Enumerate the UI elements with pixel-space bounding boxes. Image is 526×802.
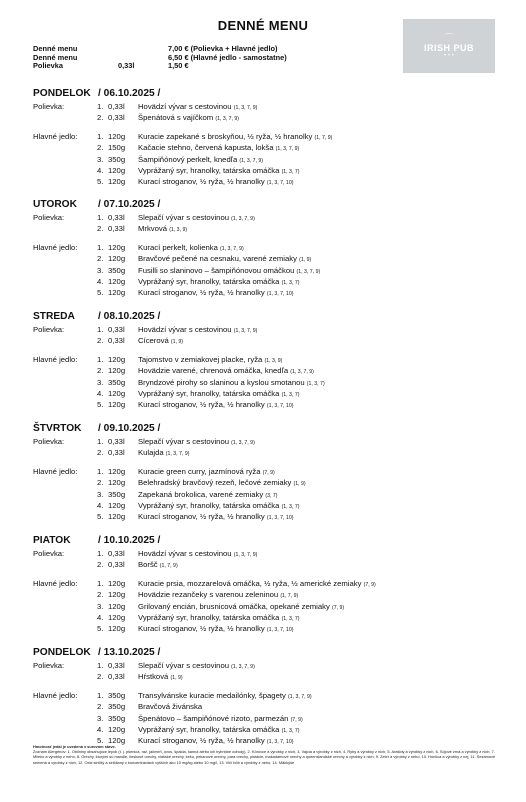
dish-allergens: (1, 3, 7, 9) xyxy=(231,216,255,222)
item-number: 1. xyxy=(97,690,104,700)
dish-allergens: (1, 3, 7, 10) xyxy=(266,515,294,522)
section-gap xyxy=(33,347,503,354)
dish-portion: 120g xyxy=(108,388,126,398)
main-dish-item xyxy=(33,713,503,724)
soup-item xyxy=(33,324,503,335)
item-number: 2. xyxy=(97,672,104,682)
main-dish-item xyxy=(33,701,503,712)
dish-allergens: (1, 3, 7, 10) xyxy=(266,180,294,187)
item-number: 2. xyxy=(97,478,104,488)
dish xyxy=(108,223,187,236)
dish-allergens: (1, 3, 7, 9) xyxy=(165,451,190,458)
dish-allergens: (1, 3, 7, 9) xyxy=(275,146,300,153)
price-value: 6,50 € (Hlavné jedlo - samostatne) xyxy=(168,52,287,62)
dish-allergens: (7, 9) xyxy=(290,716,303,723)
item-number: 3. xyxy=(97,154,104,164)
dish-name: Kurací stroganov, ½ ryža, ½ hranolky xyxy=(138,624,265,634)
dish-allergens: (1, 3, 7) xyxy=(281,727,300,734)
dish-portion: 120g xyxy=(108,478,126,488)
main-dish-item xyxy=(33,131,503,142)
day-name: UTOROK xyxy=(33,199,77,210)
day-name: PIATOK xyxy=(33,535,71,546)
dish-portion: 0,33l xyxy=(108,560,125,570)
item-number: 5. xyxy=(97,288,104,298)
dish-allergens: (1, 3, 7, 10) xyxy=(266,403,294,410)
dish-portion: 350g xyxy=(108,713,126,723)
dish-portion: 350g xyxy=(108,489,126,499)
main-dish-item xyxy=(33,399,503,410)
dish-name: Bravčová živánska xyxy=(138,702,203,712)
dish-name: Grilovaný encián, brusnicová omáčka, opekané zemiaky xyxy=(138,601,330,611)
price-value: 1,50 € xyxy=(168,61,189,71)
dish xyxy=(108,112,239,125)
dish-allergens: (1, 7, 9) xyxy=(280,593,299,600)
category-label: Polievka: xyxy=(33,102,65,111)
dish-allergens: (1, 7, 9) xyxy=(314,134,333,141)
dish-name: Bravčové pečené na cesnaku, varené zemiaky xyxy=(138,254,297,264)
dish-portion: 0,33l xyxy=(108,672,125,682)
item-number: 1. xyxy=(97,466,104,476)
day-date: / 10.10.2025 / xyxy=(98,535,161,546)
main-dish-item xyxy=(33,276,503,287)
dish-portion: 120g xyxy=(108,601,126,611)
item-number: 5. xyxy=(97,177,104,187)
day-date: / 13.10.2025 / xyxy=(98,647,161,658)
dish-name: Kurací perkelt, kolienka xyxy=(138,242,218,252)
dish-name: Špenátová s vajíčkom xyxy=(138,113,214,123)
price-label: Polievka xyxy=(33,61,63,71)
dish-portion: 350g xyxy=(108,154,126,164)
dish-name: Slepačí vývar s cestovinou xyxy=(138,213,230,222)
day-date: / 07.10.2025 / xyxy=(98,199,161,210)
item-number: 3. xyxy=(97,601,104,611)
dish-allergens: (1, 3, 7, 9) xyxy=(239,157,264,164)
dish-name: Kurací stroganov, ½ ryža, ½ hranolky xyxy=(138,400,265,410)
section-gap xyxy=(33,683,503,690)
day-section xyxy=(33,87,503,188)
category-label: Polievka: xyxy=(33,437,65,446)
dish-allergens: (3, 7) xyxy=(265,492,278,499)
main-dish-item xyxy=(33,142,503,153)
logo-decoration-icon: • • • xyxy=(444,52,454,59)
dish-name: Hŕstková xyxy=(138,672,169,682)
dish-name: Vyprážaný syr, hranolky, tatárska omáčka xyxy=(138,500,280,510)
dish-name: Špenátovo – šampiňónové rizoto, parmezán xyxy=(138,713,289,723)
logo-arc-icon: ⌒ xyxy=(444,32,454,43)
item-number: 4. xyxy=(97,165,104,175)
item-number: 1. xyxy=(97,242,104,252)
soup-item xyxy=(33,436,503,447)
dish-allergens: (1, 9) xyxy=(170,675,183,682)
dish xyxy=(108,176,293,189)
main-dish-item xyxy=(33,601,503,612)
main-dish-item xyxy=(33,690,503,701)
dish-portion: 350g xyxy=(108,690,126,700)
dish-allergens: (1, 9) xyxy=(170,339,184,346)
dish-portion: 0,33l xyxy=(108,224,125,234)
day-section xyxy=(33,422,503,523)
item-number: 1. xyxy=(97,578,104,588)
main-dish-item xyxy=(33,578,503,589)
soup-item xyxy=(33,671,503,682)
allergen-footer xyxy=(33,744,503,765)
dish-portion: 120g xyxy=(108,500,126,510)
item-number: 5. xyxy=(97,736,104,746)
category-label: Polievka: xyxy=(33,213,65,222)
dish-portion: 0,33l xyxy=(108,336,125,346)
item-number: 2. xyxy=(97,113,104,123)
dish-portion: 120g xyxy=(108,254,126,264)
main-dish-item xyxy=(33,242,503,253)
soup-item xyxy=(33,660,503,671)
dish-name: Tajomstvo v zemiakovej placke, ryža xyxy=(138,354,263,364)
category-label: Hlavné jedlo: xyxy=(33,578,78,588)
dish-allergens: (1, 3, 7, 9) xyxy=(231,440,255,446)
category-label: Hlavné jedlo: xyxy=(33,242,78,252)
dish-portion: 0,33l xyxy=(108,325,125,334)
dish-portion: 350g xyxy=(108,377,126,387)
day-section xyxy=(33,646,503,747)
dish-allergens: (1, 3, 7, 9) xyxy=(231,664,255,670)
item-number: 2. xyxy=(97,560,104,570)
day-header xyxy=(33,422,503,436)
dish-allergens: (1, 3, 7, 9) xyxy=(233,552,258,558)
main-dish-item xyxy=(33,466,503,477)
dish-portion: 120g xyxy=(108,165,126,175)
dish-name: Hovädzie rezančeky s varenou zeleninou xyxy=(138,590,279,600)
main-dish-item xyxy=(33,154,503,165)
item-number: 2. xyxy=(97,590,104,600)
category-label: Hlavné jedlo: xyxy=(33,690,78,700)
main-dish-item xyxy=(33,176,503,187)
section-gap xyxy=(33,124,503,131)
dish-portion: 120g xyxy=(108,736,126,746)
main-dish-item xyxy=(33,511,503,522)
soup-item xyxy=(33,548,503,559)
soup-item xyxy=(33,559,503,570)
item-number: 2. xyxy=(97,366,104,376)
dish-name: Slepačí vývar s cestovinou xyxy=(138,661,230,670)
dish-name: Bryndzové pirohy so slaninou a kyslou smotanou xyxy=(138,377,305,387)
item-number: 3. xyxy=(97,377,104,387)
dish-name: Kuracie prsia, mozzarelová omáčka, ½ ryža, ½ americké zemiaky xyxy=(138,578,362,588)
dish-name: Kuracie zapekané s broskyňou, ½ ryža, ½ hranolky xyxy=(138,131,313,141)
dish-portion: 350g xyxy=(108,265,126,275)
dish-name: Kurací stroganov, ½ ryža, ½ hranolky xyxy=(138,177,265,187)
dish-name: Kuracie green curry, jazmínová ryža xyxy=(138,466,261,476)
dish xyxy=(108,559,178,572)
day-section xyxy=(33,310,503,411)
dish-name: Hovädzí vývar s cestovinou xyxy=(138,102,232,111)
item-number: 1. xyxy=(97,437,104,446)
soup-item xyxy=(33,447,503,458)
main-dish-item xyxy=(33,489,503,500)
dish-portion: 120g xyxy=(108,590,126,600)
section-gap xyxy=(33,571,503,578)
item-number: 2. xyxy=(97,448,104,458)
dish-portion: 0,33l xyxy=(108,448,125,458)
dish-allergens: (1, 3, 7, 9) xyxy=(220,245,244,252)
dish-portion: 120g xyxy=(108,466,126,476)
day-date: / 08.10.2025 / xyxy=(98,311,161,322)
dish-portion: 0,33l xyxy=(108,213,125,222)
item-number: 1. xyxy=(97,131,104,141)
dish-allergens: (1, 3, 7) xyxy=(281,279,300,286)
category-label: Hlavné jedlo: xyxy=(33,131,78,141)
dish-portion: 150g xyxy=(108,143,126,153)
dish-allergens: (1, 3, 7, 10) xyxy=(266,627,294,634)
dish-allergens: (7, 9) xyxy=(363,581,376,588)
day-name: PONDELOK xyxy=(33,647,91,658)
day-name: ŠTVRTOK xyxy=(33,423,82,434)
main-dish-item xyxy=(33,377,503,388)
dish-portion: 350g xyxy=(108,702,126,712)
day-name: STREDA xyxy=(33,311,75,322)
main-dish-item xyxy=(33,477,503,488)
dish-allergens: (1, 9) xyxy=(293,481,306,488)
item-number: 2. xyxy=(97,143,104,153)
dish-portion: 120g xyxy=(108,612,126,622)
category-label: Hlavné jedlo: xyxy=(33,466,78,476)
day-header xyxy=(33,87,503,101)
dish-name: Vyprážaný syr, hranolky, tatárska omáčka xyxy=(138,388,280,398)
dish-allergens: (1, 3, 7, 9) xyxy=(290,369,314,376)
dish-name: Hovädzie varené, chrenová omáčka, knedľa xyxy=(138,366,289,376)
dish-name: Fusilli so slaninovo – šampiňónovou omáčkou xyxy=(138,265,295,275)
item-number: 4. xyxy=(97,388,104,398)
dish-name: Cícerová xyxy=(138,336,169,346)
dish-name: Transylvánske kuracie medailónky, špagety xyxy=(138,690,286,700)
item-number: 1. xyxy=(97,661,104,670)
item-number: 4. xyxy=(97,500,104,510)
main-dish-item xyxy=(33,365,503,376)
main-dish-item xyxy=(33,165,503,176)
dish-name: Vyprážaný syr, hranolky, tatárska omáčka xyxy=(138,276,280,286)
dish-portion: 120g xyxy=(108,131,126,141)
item-number: 3. xyxy=(97,713,104,723)
item-number: 1. xyxy=(97,102,104,111)
dish-portion: 120g xyxy=(108,177,126,187)
dish xyxy=(108,287,293,300)
item-number: 1. xyxy=(97,325,104,334)
dish-allergens: (1, 3, 7, 9) xyxy=(287,693,312,700)
day-header xyxy=(33,534,503,548)
section-gap xyxy=(33,235,503,242)
main-dish-item xyxy=(33,500,503,511)
day-section xyxy=(33,198,503,299)
dish xyxy=(108,623,293,636)
item-number: 4. xyxy=(97,724,104,734)
item-number: 2. xyxy=(97,702,104,712)
dish-allergens: (1, 3, 9) xyxy=(264,357,283,364)
dish-name: Mrkvová xyxy=(138,224,168,234)
main-dish-item xyxy=(33,265,503,276)
soup-item xyxy=(33,101,503,112)
main-dish-item xyxy=(33,612,503,623)
menu-title: DENNÉ MENU xyxy=(217,18,309,33)
item-number: 5. xyxy=(97,400,104,410)
soup-item xyxy=(33,212,503,223)
dish-allergens: (1, 3, 7) xyxy=(281,391,300,398)
dish-portion: 0,33l xyxy=(108,549,125,558)
dish-allergens: (1, 3, 9) xyxy=(169,227,188,234)
dish-portion: 120g xyxy=(108,724,126,734)
day-section xyxy=(33,534,503,635)
dish-allergens: (1, 3, 7, 9) xyxy=(215,116,240,123)
dish-name: Vyprážaný syr, hranolky, tatárska omáčka xyxy=(138,724,280,734)
dish-allergens: (1, 3, 7, 10) xyxy=(266,739,294,746)
soup-item xyxy=(33,223,503,234)
footer-heading: Hmotnosť jedál je uvedená v surovom stave. xyxy=(33,744,116,749)
item-number: 4. xyxy=(97,612,104,622)
main-dish-item xyxy=(33,253,503,264)
dish-allergens: (1, 3, 7) xyxy=(281,615,300,622)
soup-item xyxy=(33,335,503,346)
day-header xyxy=(33,198,503,212)
dish-name: Kurací stroganov, ½ ryža, ½ hranolky xyxy=(138,288,265,298)
dish-portion: 0,33l xyxy=(108,102,125,111)
dish-name: Belehradský bravčový rezeň, lečové zemiaky xyxy=(138,478,292,488)
item-number: 3. xyxy=(97,265,104,275)
main-dish-item xyxy=(33,388,503,399)
dish-portion: 0,33l xyxy=(108,661,125,670)
item-number: 2. xyxy=(97,336,104,346)
item-number: 5. xyxy=(97,512,104,522)
dish-allergens: (1, 3, 7) xyxy=(281,168,300,175)
price-volume: 0,33l xyxy=(118,61,135,71)
dish-portion: 120g xyxy=(108,242,126,252)
dish-allergens: (1, 3, 7) xyxy=(306,380,325,387)
dish-portion: 120g xyxy=(108,512,126,522)
dish-name: Kačacie stehno, červená kapusta, lokša xyxy=(138,143,274,153)
section-gap xyxy=(33,459,503,466)
dish-portion: 120g xyxy=(108,366,126,376)
item-number: 3. xyxy=(97,489,104,499)
dish xyxy=(108,671,183,684)
dish-name: Vyprážaný syr, hranolky, tatárska omáčka xyxy=(138,612,280,622)
dish-portion: 120g xyxy=(108,578,126,588)
item-number: 2. xyxy=(97,254,104,264)
dish-portion: 120g xyxy=(108,624,126,634)
price-value: 7,00 € (Polievka + Hlavné jedlo) xyxy=(168,44,278,53)
logo-name: IRISH PUB xyxy=(423,42,474,53)
dish-name: Boršč xyxy=(138,560,158,570)
dish-name: Kurací stroganov, ½ ryža, ½ hranolky xyxy=(138,512,265,522)
item-number: 1. xyxy=(97,549,104,558)
dish-name: Kulajda xyxy=(138,448,164,458)
dish-allergens: (7, 9) xyxy=(262,469,275,476)
dish-portion: 120g xyxy=(108,276,126,286)
main-dish-item xyxy=(33,724,503,735)
category-label: Polievka: xyxy=(33,661,65,670)
dish-allergens: (1, 3, 7, 9) xyxy=(233,105,258,111)
item-number: 5. xyxy=(97,624,104,634)
dish xyxy=(108,511,293,524)
day-header xyxy=(33,646,503,660)
dish-name: Hovädzí vývar s cestovinou xyxy=(138,325,232,334)
main-dish-item xyxy=(33,589,503,600)
day-date: / 09.10.2025 / xyxy=(98,423,161,434)
day-header xyxy=(33,310,503,324)
dish-name: Slepačí vývar s cestovinou xyxy=(138,437,230,446)
item-number: 4. xyxy=(97,276,104,286)
irish-pub-logo xyxy=(403,19,495,73)
item-number: 2. xyxy=(97,224,104,234)
dish-allergens: (1, 3, 7, 9) xyxy=(296,268,321,275)
main-dish-item xyxy=(33,287,503,298)
dish-portion: 120g xyxy=(108,354,126,364)
category-label: Polievka: xyxy=(33,549,65,558)
dish-allergens: (1, 9) xyxy=(299,257,312,264)
day-name: PONDELOK xyxy=(33,88,91,99)
dish-allergens: (7, 9) xyxy=(332,604,345,611)
dish-allergens: (1, 3, 7, 9) xyxy=(233,328,258,334)
dish-name: Kurací stroganov, ½ ryža, ½ hranolky xyxy=(138,736,265,746)
dish-portion: 0,33l xyxy=(108,113,125,123)
dish-portion: 120g xyxy=(108,400,126,410)
dish xyxy=(108,335,183,348)
dish-name: Zapekaná brokolica, varené zemiaky xyxy=(138,489,264,499)
dish xyxy=(108,399,293,412)
main-dish-item xyxy=(33,623,503,634)
item-number: 1. xyxy=(97,354,104,364)
dish-portion: 120g xyxy=(108,288,126,298)
dish-portion: 0,33l xyxy=(108,437,125,446)
price-label: Denné menu xyxy=(33,52,78,62)
category-label: Polievka: xyxy=(33,325,65,334)
main-dish-item xyxy=(33,354,503,365)
dish-name: Vyprážaný syr, hranolky, tatárska omáčka xyxy=(138,165,280,175)
item-number: 1. xyxy=(97,213,104,222)
dish-allergens: (1, 3, 7, 10) xyxy=(266,291,294,298)
soup-item xyxy=(33,112,503,123)
category-label: Hlavné jedlo: xyxy=(33,354,78,364)
dish xyxy=(108,447,189,460)
price-label: Denné menu xyxy=(33,44,78,53)
dish-name: Šampiňónový perkelt, knedľa xyxy=(138,154,238,164)
dish-allergens: (1, 7, 9) xyxy=(159,563,178,570)
dish-allergens: (1, 3, 7) xyxy=(281,503,300,510)
footer-allergen-list: Zoznam Alergénov: 1. Obilniny obsahujúce lepok (t. j. pšenica, raž, jačmeň, ovos, špalda, kamut alebo ich hybridné odrody), 2. Kôrovce a výrobky z nich, 3. Vajcia a výrobky z nich, 4. Ryby a výrobky z nich, 5. Arašidy a výrobky z nich, 6. Sójové zrná a výrobky z nich, 7. Mlieko a výrobky z neho, 8. Orechy, ktorými sú mandle, lieskové orechy, vlašské orechy, kešu, pekanové orechy, para orechy, pistácie, makadamové orechy a queenslandské orechy a výrobky z nich, 9. Zeler a výrobky z neho, 10. Horčica a výrobky z nej, 11. Sezamové semená a výrobky z nich, 12. Oxid siričitý a siričitany v koncentráciách vyšších ako 10 mg/kg alebo 10 mg/l, 13. Vlčí bôb a výrobky z neho, 14. Mäkkýše xyxy=(33,749,496,765)
day-date: / 06.10.2025 / xyxy=(98,88,161,99)
dish-name: Hovädzí vývar s cestovinou xyxy=(138,549,232,558)
